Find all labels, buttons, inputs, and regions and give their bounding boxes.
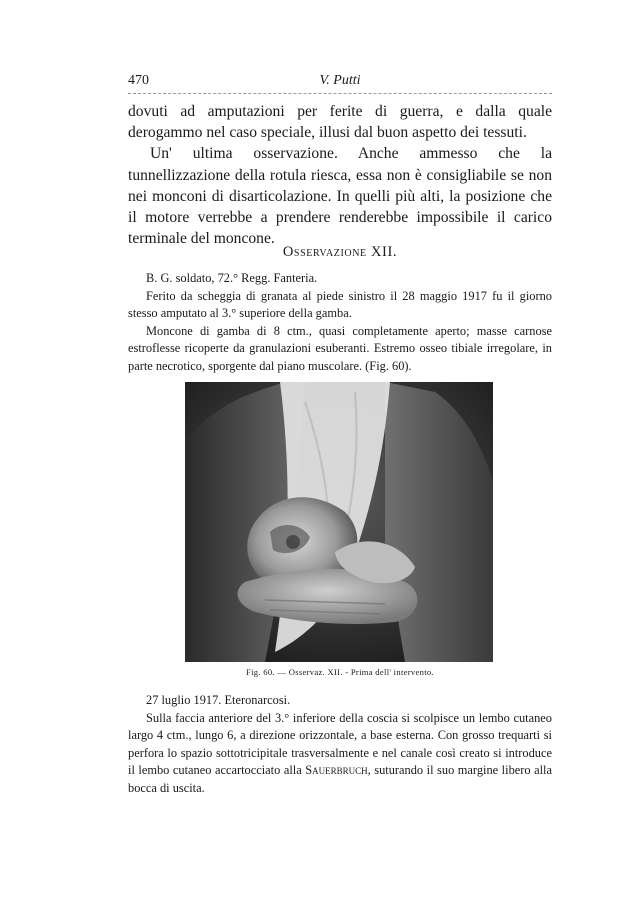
date-line: 27 luglio 1917. Eteronarcosi. [146, 693, 291, 707]
body-text [128, 101, 552, 249]
paragraph-text: Sulla faccia anteriore del 3.° inferiore della coscia si scolpisce un lembo cutaneo largo 4 ctm., lungo 6, a direzione orizzontale, a base esterna. Con grosso trequarti si perfora lo spazio sottotricipitale trasversalmente e nel canale così creato si introduce il lembo cutaneo accartocciato alla [128, 710, 552, 778]
page-header [128, 73, 552, 95]
running-head: V. Putti [319, 73, 361, 88]
paragraph: Moncone di gamba di 8 ctm., quasi completamente aperto; masse carnose estroflesse ricoperte da granulazioni esuberanti. Estremo osseo tibiale irregolare, in parte necrotico, sporgente dal piano muscolare. (Fig. 60). [128, 323, 552, 373]
section-title: Osservazione XII. [282, 244, 398, 260]
figure-caption: Fig. 60. — Osservaz. XII. - Prima dell' intervento. [246, 667, 434, 677]
figure-photograph [185, 382, 493, 662]
paragraph: Un' ultima osservazione. Anche ammesso che la tunnellizzazione della rotula riesca, essa non è consigliabile se non nei monconi di disarticolazione. In quelli più alti, la posizione che il motore verrebbe a prendere renderebbe impossibile il carico terminale del moncone. [128, 145, 552, 248]
header-rule [128, 93, 552, 94]
author-name: Sauerbruch [305, 763, 368, 778]
case-report [128, 270, 552, 376]
paragraph: dovuti ad amputazioni per ferite di guerra, e dalla quale derogammo nel caso speciale, illusi dal buon aspetto dei tessuti. [128, 103, 552, 142]
operation-report [128, 692, 552, 798]
paragraph [128, 710, 552, 798]
page-number: 470 [128, 73, 149, 88]
patient-line: B. G. soldato, 72.° Regg. Fanteria. [146, 271, 318, 285]
paragraph-text: , suturando il suo margine libero alla bocca di uscita. [128, 763, 552, 795]
paragraph: Ferito da scheggia di granata al piede sinistro il 28 maggio 1917 fu il giorno stesso amputato al 3.° superiore della gamba. [128, 288, 552, 321]
